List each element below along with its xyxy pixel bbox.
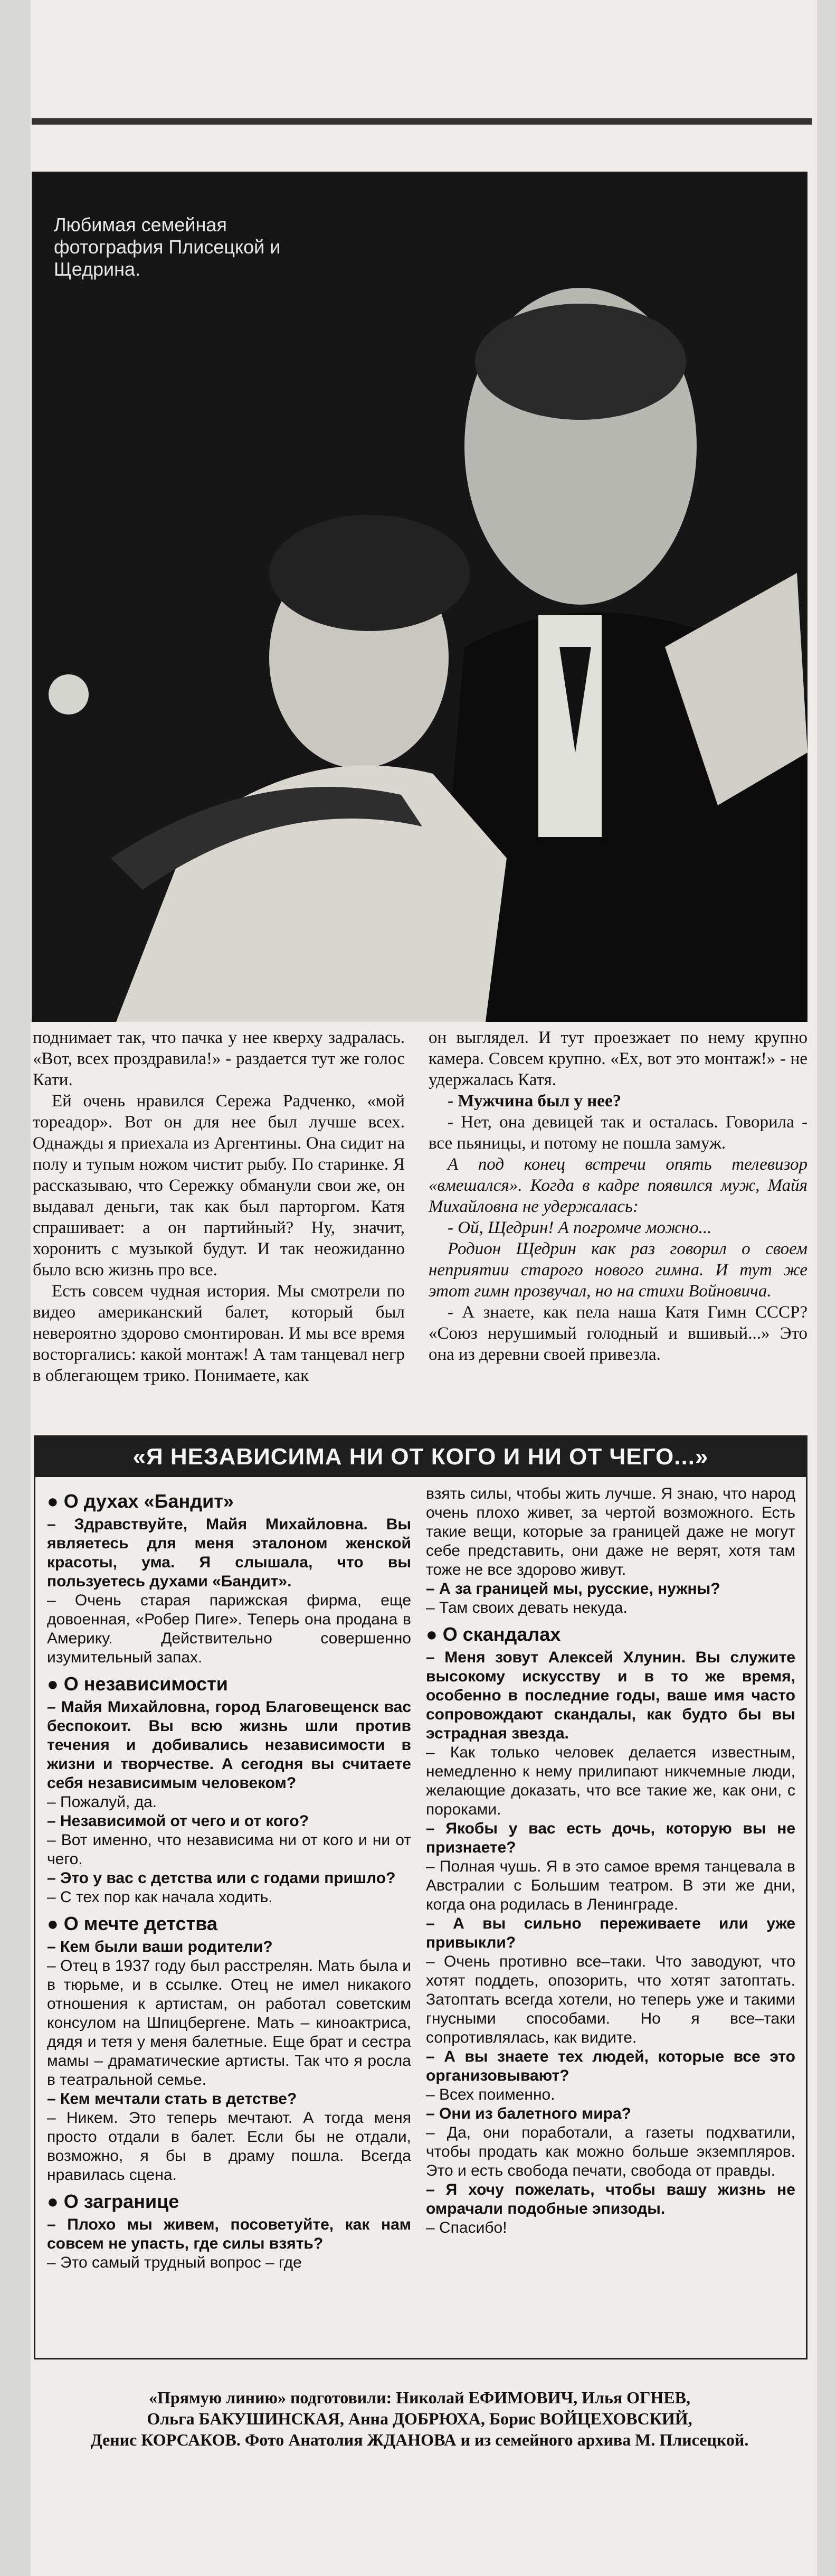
credits: [32, 2387, 808, 2450]
interview-section-heading: ● О мечте детства: [47, 1913, 217, 1934]
interview-column-left: [47, 1484, 411, 2272]
interview-question: – Независимой от чего и от кого?: [47, 1812, 309, 1830]
interview-answer: – Всех поименно.: [426, 2086, 555, 2103]
credits-line: Ольга БАКУШИНСКАЯ, Анна ДОБРЮХА, Борис ВОЙЦЕХОВСКИЙ,: [147, 2409, 692, 2428]
article-paragraph: - Мужчина был у нее?: [448, 1092, 622, 1111]
interview-answer: – Полная чушь. Я в это самое время танцевала в Австралии с Большим театром. В эти же дни, когда она родилась в Ленинграде.: [426, 1858, 795, 1913]
interview-question: – А вы сильно переживаете или уже привыкли?: [426, 1915, 795, 1951]
photo-caption: Любимая семейная фотография Плисецкой и Щедрина.: [54, 214, 281, 280]
interview-section-heading: ● О загранице: [47, 2190, 179, 2212]
interview-answer: – Никем. Это теперь мечтают. А тогда меня просто отдали в балет. Если бы не отдали, возможно, я бы в драму пошла. Всегда нравилась сцена.: [47, 2109, 411, 2184]
interview-answer: – Пожалуй, да.: [47, 1793, 157, 1811]
article-column-right: [429, 1027, 808, 1365]
interview-answer: – Да, они поработали, а газеты подхватили, чтобы продать как можно больше экземпляров. Это и есть свобода печати, свобода от правды.: [426, 2124, 795, 2179]
article-paragraph: Есть совсем чудная история. Мы смотрели по видео американский балет, который был невероятно здорово смонтирован. И мы все время восторгались: какой монтаж! А там танцевал негр в облегающем трико. Понимаете, как: [33, 1282, 405, 1385]
article-paragraph: - Нет, она девицей так и осталась. Говорила - все пьяницы, и потому не пошла замуж.: [429, 1113, 808, 1153]
interview-question: – Плохо мы живем, посоветуйте, как нам совсем не упасть, где силы взять?: [47, 2216, 411, 2252]
interview-question: – А вы знаете тех людей, которые все это организовывают?: [426, 2048, 795, 2084]
family-photo: [32, 172, 808, 1022]
interview-question: – Кем мечтали стать в детстве?: [47, 2090, 297, 2108]
interview-section-heading: ● О скандалах: [426, 1623, 561, 1645]
interview-answer: – С тех пор как начала ходить.: [47, 1888, 273, 1906]
interview-answer: – Вот именно, что независима ни от кого и ни от чего.: [47, 1831, 411, 1868]
article-paragraph: поднимает так, что пачка у нее кверху задралась. «Вот, всех проздравила!» - раздается тут же голос Кати.: [33, 1028, 405, 1089]
top-rule: [32, 118, 812, 125]
article-paragraph: - А знаете, как пела наша Катя Гимн СССР? «Союз нерушимый голодный и вшивый...» Это она из деревни своей привезла.: [429, 1303, 808, 1364]
article-paragraph: он выглядел. И тут проезжает по нему крупно камера. Совсем крупно. «Ех, вот это монтаж!» - не удержалась Катя.: [429, 1028, 808, 1089]
credits-line: Денис КОРСАКОВ. Фото Анатолия ЖДАНОВА и из семейного архива М. Плисецкой.: [90, 2430, 749, 2449]
interview-box: [34, 1435, 808, 2359]
interview-section-heading: ● О духах «Бандит»: [47, 1490, 234, 1512]
article-paragraph: - Ой, Щедрин! А погромче можно...: [448, 1218, 712, 1237]
interview-section-heading: ● О независимости: [47, 1673, 228, 1695]
interview-answer: – Это самый трудный вопрос – где: [47, 2254, 302, 2271]
interview-answer: – Как только человек делается известным, немедленно к нему прилипают никчемные люди, желающие доказать, что все такие же, как они, с пороками.: [426, 1744, 795, 1818]
interview-question: – Это у вас с детства или с годами пришло?: [47, 1869, 396, 1887]
interview-question: – Меня зовут Алексей Хлунин. Вы служите высокому искусству и в то же время, особенно в последние годы, ваше имя часто сопровождают скандалы, как будто бы вы эстрадная звезда.: [426, 1649, 795, 1742]
interview-answer: – Очень старая парижская фирма, еще довоенная, «Робер Пиге». Теперь она продана в Америку. Действительно совершенно изумительный запах.: [47, 1592, 411, 1666]
article-column-left: [33, 1027, 405, 1386]
interview-question: – Кем были ваши родители?: [47, 1938, 273, 1955]
article-paragraph: Родион Щедрин как раз говорил о своем неприятии старого нового гимна. И тут же этот гимн прозвучал, но на стихи Войновича.: [429, 1239, 808, 1301]
interview-question: – Якобы у вас есть дочь, которую вы не признаете?: [426, 1820, 795, 1856]
interview-answer: – Очень противно все–таки. Что заводуют, что хотят поддеть, опозорить, что хотят затоптать. Затоптать всегда хотели, но теперь уже и такими гнусными способами. Но я все–таки сопротивлялась, как видите.: [426, 1953, 795, 2046]
interview-question: – Майя Михайловна, город Благовещенск вас беспокоит. Вы всю жизнь шли против течения и добивались независимости в жизни и творчестве. А сегодня вы считаете себя независимым человеком?: [47, 1698, 411, 1792]
interview-answer: – Отец в 1937 году был расстрелян. Мать была и в тюрьме, и в ссылке. Отец не имел никакого отношения к артистам, он работал советским консулом на Шпицбергене. Мать – киноактриса, дядя и тетя у меня балетные. Еще брат и сестра мамы – драматические артисты. Так что я росла в театральной семье.: [47, 1957, 411, 2089]
interview-column-right: [426, 1484, 795, 2237]
article-paragraph: Ей очень нравился Сережа Радченко, «мой тореадор». Вот он для нее был лучше всех. Однажды я приехала из Аргентины. Она сидит на полу и тупым ножом чистит рыбу. По старинке. Я рассказываю, что Сережку обманули свои же, он выдавал деньги, так как был парторгом. Катя спрашивает: а он партийный? Ну, значит, хоронить с музыкой будут. И так неожиданно было всю жизнь про все.: [33, 1092, 405, 1280]
interview-question: – Я хочу пожелать, чтобы вашу жизнь не омрачали подобные эпизоды.: [426, 2181, 795, 2217]
credits-line: «Прямую линию» подготовили: Николай ЕФИМОВИЧ, Илья ОГНЕВ,: [149, 2388, 690, 2407]
photo-image: [32, 172, 808, 1022]
interview-question: – Здравствуйте, Майя Михайловна. Вы являетесь для меня эталоном женской красоты, ума. Я слышала, что вы пользуетесь духами «Бандит».: [47, 1516, 411, 1590]
interview-answer: – Спасибо!: [426, 2219, 507, 2236]
interview-question: – А за границей мы, русские, нужны?: [426, 1580, 720, 1597]
interview-question: – Они из балетного мира?: [426, 2105, 631, 2122]
interview-banner: «Я НЕЗАВИСИМА НИ ОТ КОГО И НИ ОТ ЧЕГО...»: [35, 1437, 806, 1477]
interview-answer: – Там своих девать некуда.: [426, 1599, 628, 1616]
interview-answer: взять силы, чтобы жить лучше. Я знаю, что народ очень плохо живет, за чертой возможного. Есть такие вещи, которые за границей даже не могут себе представить, они даже не верят, хотя там тоже не все здорово живут.: [426, 1485, 795, 1578]
article-paragraph: А под конец встречи опять телевизор «вмешался». Когда в кадре появился муж, Майя Михайловна не удержалась:: [429, 1155, 808, 1216]
